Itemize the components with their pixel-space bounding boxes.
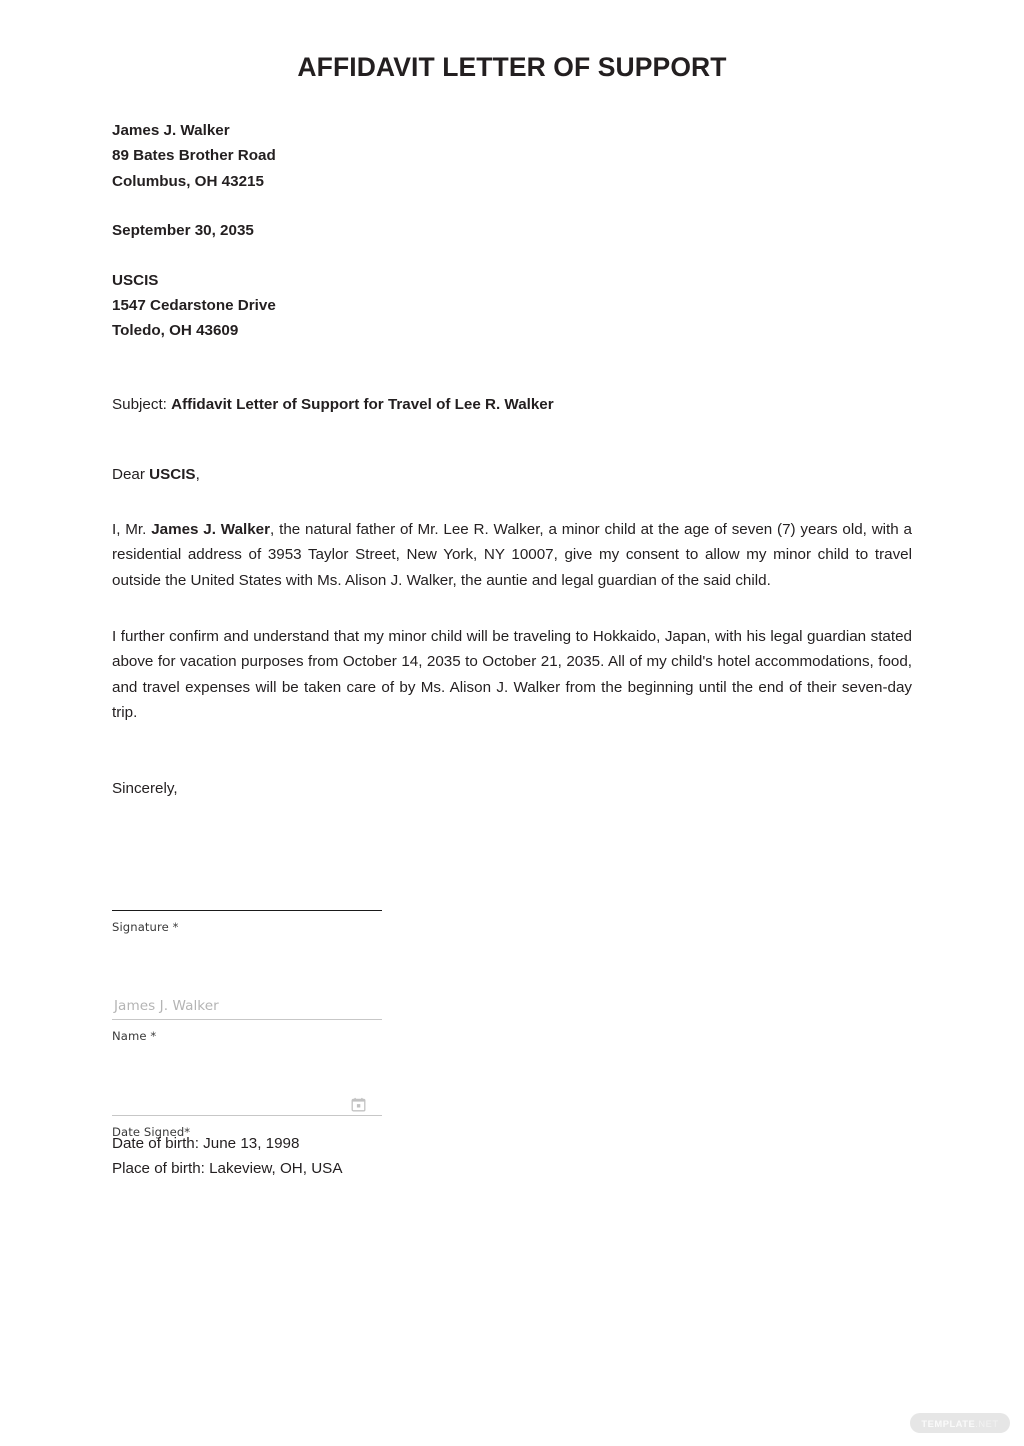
date-signed-label: Date Signed* (112, 1125, 191, 1139)
letter-date-block (112, 218, 912, 243)
paragraph-1-part-2: , the natural father of Mr. Lee R. Walker, a minor child at the age of seven (7) years old, with a residential address of 3953 Taylor Street, New York, NY 10007, give my consent to allow my minor child to travel outside the United States with Ms. Alison J. Walker, the auntie and legal guardian of the said child. (112, 520, 912, 589)
page-title: AFFIDAVIT LETTER OF SUPPORT (297, 52, 727, 82)
letter-body (112, 118, 912, 800)
watermark-tld: .NET (975, 1417, 999, 1429)
date-signed-input[interactable] (112, 1083, 382, 1115)
name-line (112, 1019, 382, 1020)
subject-line (112, 394, 912, 416)
spacer (112, 194, 912, 218)
body-paragraph-2: I further confirm and understand that my minor child will be traveling to Hokkaido, Japan, with his legal guardian stated above for vacation purposes from October 14, 2035 to October 21, 2035. All of my child's hotel accommodations, food, and travel expenses will be taken care of by Ms. Alison J. Walker from the beginning until the end of their seven-day trip. (112, 628, 912, 722)
calendar-icon[interactable] (351, 1097, 366, 1112)
name-label: Name * (112, 1029, 157, 1043)
recipient-address-block (112, 268, 912, 344)
spacer (112, 934, 382, 987)
spacer (112, 244, 912, 268)
date-of-birth: Date of birth: June 13, 1998 (112, 1135, 300, 1152)
name-input-placeholder: James J. Walker (114, 998, 219, 1014)
closing-salutation: Sincerely, (112, 779, 178, 797)
subject-value: Affidavit Letter of Support for Travel of Lee R. Walker (171, 395, 554, 413)
paragraph-1-part-1: I, Mr. (112, 520, 152, 538)
watermark-brand: TEMPLATE (921, 1417, 976, 1429)
signature-line[interactable] (112, 910, 382, 911)
salutation-recipient: USCIS (149, 465, 196, 483)
birth-details (112, 1131, 342, 1182)
recipient-city-state-zip: Toledo, OH 43609 (112, 322, 239, 340)
spacer (112, 1043, 382, 1083)
body-paragraph-1 (112, 517, 912, 593)
name-input[interactable] (112, 987, 382, 1019)
sender-city-state-zip: Columbus, OH 43215 (112, 172, 264, 190)
salutation-prefix: Dear (112, 465, 150, 483)
name-field[interactable] (112, 987, 382, 1043)
signature-form (112, 910, 382, 1139)
template-watermark (910, 1413, 1010, 1433)
recipient-name: USCIS (112, 271, 159, 289)
sender-name: James J. Walker (112, 122, 230, 139)
signature-label: Signature * (112, 920, 179, 934)
letter-date: September 30, 2035 (112, 222, 254, 240)
recipient-street: 1547 Cedarstone Drive (112, 297, 276, 315)
paragraph-1-bold-name: James J. Walker (151, 520, 271, 538)
salutation (112, 464, 912, 486)
place-of-birth: Place of birth: Lakeview, OH, USA (112, 1160, 343, 1178)
salutation-suffix: , (195, 465, 200, 483)
signature-field[interactable] (112, 910, 382, 934)
subject-label: Subject: (112, 395, 172, 413)
sender-street: 89 Bates Brother Road (112, 147, 276, 165)
sender-address-block (112, 118, 912, 194)
date-signed-line (112, 1115, 382, 1116)
